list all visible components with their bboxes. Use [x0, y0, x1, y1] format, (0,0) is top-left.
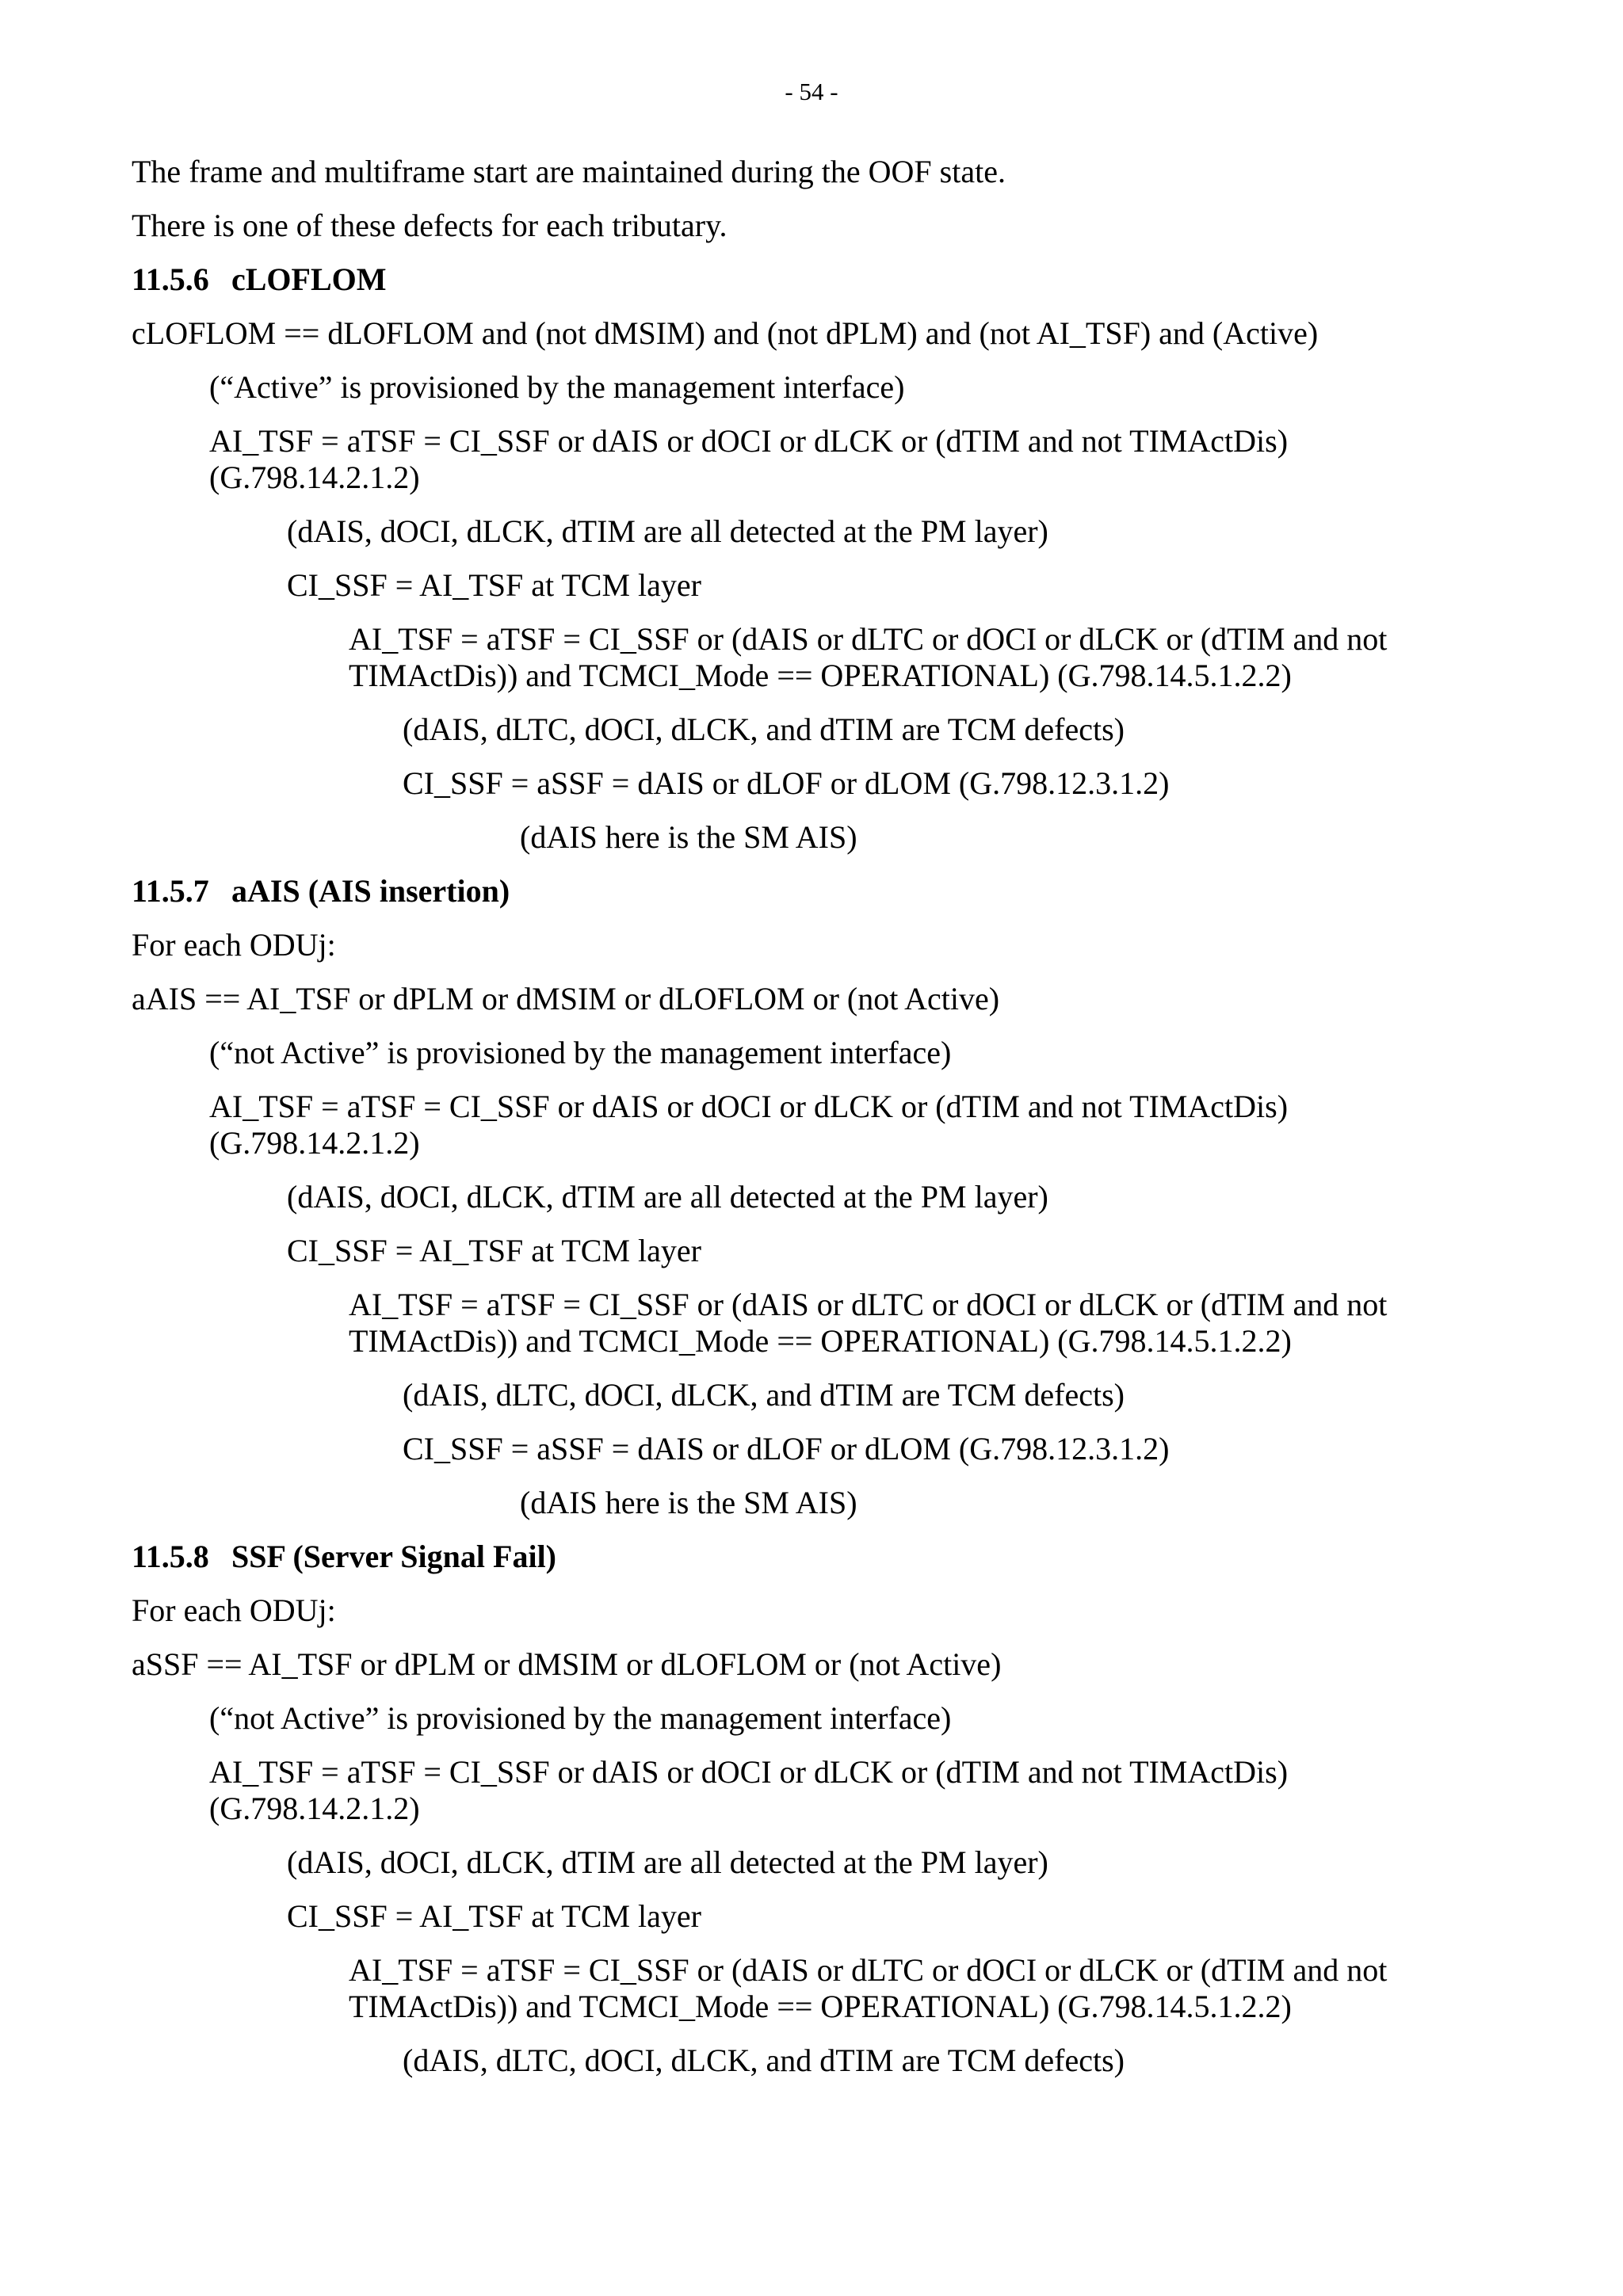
section-heading-11-5-7 [132, 873, 1495, 910]
definition-line: For each ODUj: [132, 1592, 336, 1628]
definition-line: AI_TSF = aTSF = CI_SSF or (dAIS or dLTC or dOCI or dLCK or (dTIM and not TIMActDis)) and TCMCI_Mode == OPERATIONAL) (G.798.14.5.1.2.2) [349, 1952, 1388, 2024]
intro-paragraph-1: The frame and multiframe start are maintained during the OOF state. [132, 154, 1006, 189]
definition-line: AI_TSF = aTSF = CI_SSF or (dAIS or dLTC or dOCI or dLCK or (dTIM and not TIMActDis)) and TCMCI_Mode == OPERATIONAL) (G.798.14.5.1.2.2) [349, 1287, 1388, 1359]
definition-line: (dAIS, dLTC, dOCI, dLCK, and dTIM are TCM defects) [403, 1377, 1125, 1413]
definition-line: CI_SSF = AI_TSF at TCM layer [287, 567, 701, 603]
definition-line: (dAIS, dOCI, dLCK, dTIM are all detected at the PM layer) [287, 1179, 1048, 1215]
section-title: SSF (Server Signal Fail) [231, 1539, 556, 1574]
definition-line: cLOFLOM == dLOFLOM and (not dMSIM) and (not dPLM) and (not AI_TSF) and (Active) [132, 315, 1319, 351]
definition-line: CI_SSF = AI_TSF at TCM layer [287, 1898, 701, 1934]
definition-line: (“Active” is provisioned by the management interface) [209, 369, 905, 405]
definition-line: (dAIS, dLTC, dOCI, dLCK, and dTIM are TCM defects) [403, 711, 1125, 747]
definition-line: AI_TSF = aTSF = CI_SSF or dAIS or dOCI or dLCK or (dTIM and not TIMActDis) (G.798.14.2.1.2) [209, 1089, 1289, 1161]
definition-line: (dAIS here is the SM AIS) [520, 819, 857, 855]
section-title: cLOFLOM [231, 261, 387, 297]
section-heading-11-5-6 [132, 261, 1495, 298]
section-heading-11-5-8 [132, 1539, 1495, 1575]
definition-line: CI_SSF = AI_TSF at TCM layer [287, 1233, 701, 1268]
definition-line: AI_TSF = aTSF = CI_SSF or dAIS or dOCI or dLCK or (dTIM and not TIMActDis) (G.798.14.2.1.2) [209, 423, 1289, 495]
section-number: 11.5.6 [132, 261, 209, 297]
definition-line: (“not Active” is provisioned by the management interface) [209, 1700, 952, 1736]
definition-line: (“not Active” is provisioned by the management interface) [209, 1035, 952, 1070]
definition-line: For each ODUj: [132, 927, 336, 963]
intro-paragraph-2: There is one of these defects for each tributary. [132, 208, 727, 243]
definition-line: aAIS == AI_TSF or dPLM or dMSIM or dLOFLOM or (not Active) [132, 981, 1000, 1016]
section-title: aAIS (AIS insertion) [231, 873, 510, 909]
section-number: 11.5.8 [132, 1539, 209, 1574]
definition-line: (dAIS here is the SM AIS) [520, 1485, 857, 1520]
section-number: 11.5.7 [132, 873, 209, 909]
definition-line: (dAIS, dOCI, dLCK, dTIM are all detected at the PM layer) [287, 1844, 1048, 1880]
definition-line: CI_SSF = aSSF = dAIS or dLOF or dLOM (G.798.12.3.1.2) [403, 765, 1170, 801]
definition-line: (dAIS, dLTC, dOCI, dLCK, and dTIM are TCM defects) [403, 2042, 1125, 2078]
page-number: - 54 - [785, 78, 838, 105]
definition-line: AI_TSF = aTSF = CI_SSF or dAIS or dOCI or dLCK or (dTIM and not TIMActDis) (G.798.14.2.1.2) [209, 1754, 1289, 1826]
definition-line: CI_SSF = aSSF = dAIS or dLOF or dLOM (G.798.12.3.1.2) [403, 1431, 1170, 1466]
document-body [132, 154, 1495, 2096]
definition-line: AI_TSF = aTSF = CI_SSF or (dAIS or dLTC or dOCI or dLCK or (dTIM and not TIMActDis)) and TCMCI_Mode == OPERATIONAL) (G.798.14.5.1.2.2) [349, 621, 1388, 693]
definition-line: (dAIS, dOCI, dLCK, dTIM are all detected at the PM layer) [287, 513, 1048, 549]
definition-line: aSSF == AI_TSF or dPLM or dMSIM or dLOFLOM or (not Active) [132, 1646, 1002, 1682]
